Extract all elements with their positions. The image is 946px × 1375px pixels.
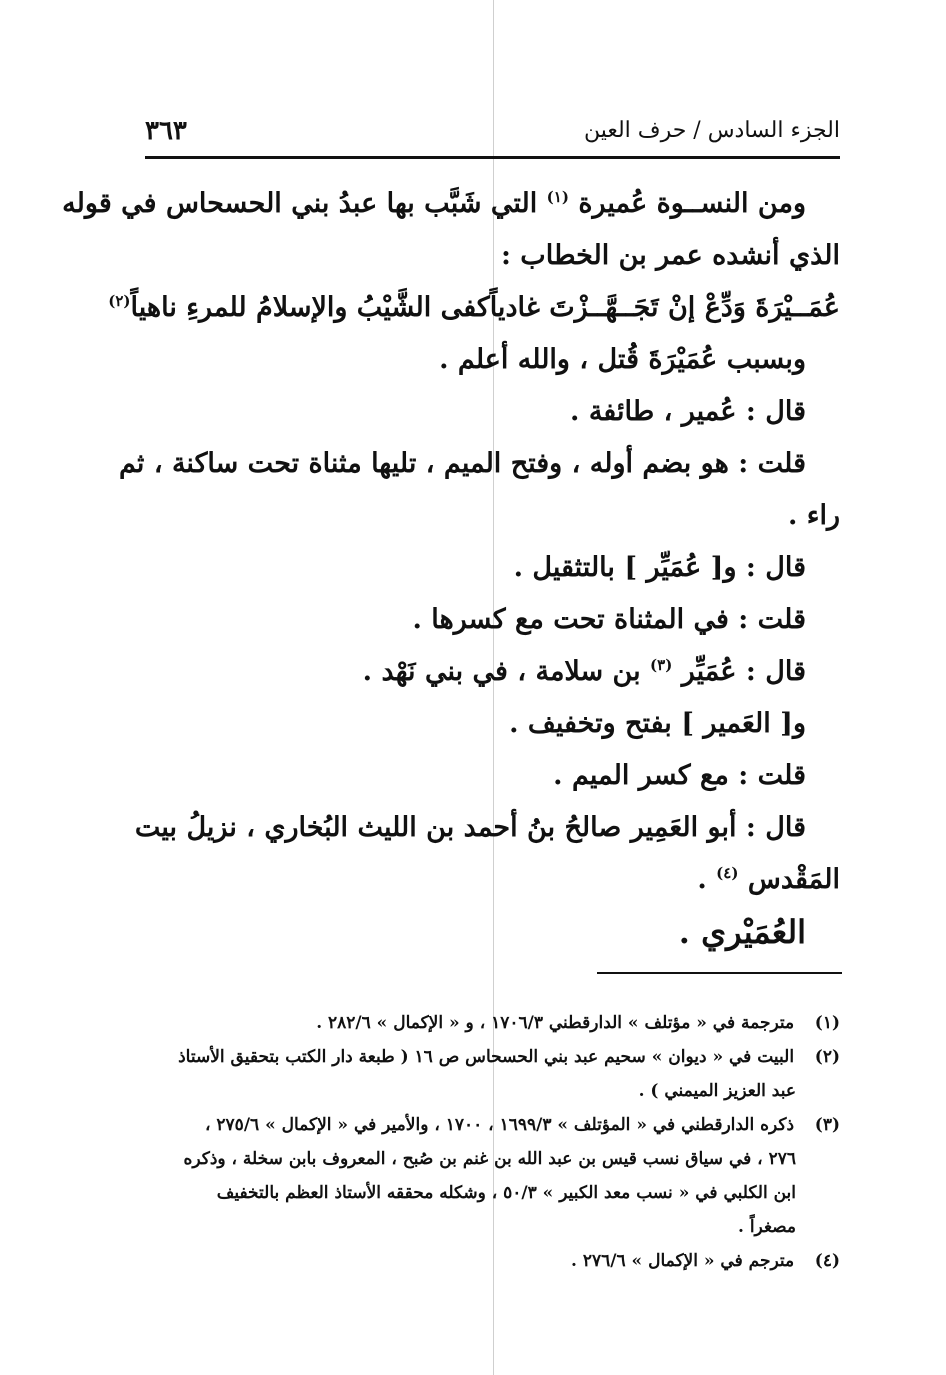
footnote-ref[interactable]: (١)	[546, 188, 569, 206]
text-line: قلت : مع كسر الميم .	[553, 760, 806, 791]
text-line: وبسبب عُمَيْرَةَ قُتل ، والله أعلم .	[439, 344, 806, 375]
text-line: قال : عُمَيِّر $^{(٣)}$ بن سلامة ، في بني نَهْد .	[362, 656, 806, 687]
footnote-3-continuation: ابن الكلبي في « نسب معد الكبير » ٥٠/٣ ، وشكله محققه الأستاذ العظم بالتخفيف	[216, 1183, 796, 1203]
footnote-3-continuation: ٢٧٦ ، في سياق نسب قيس بن عبد الله بن غنم بن صُبح ، المعروف بابن سخلة ، وذكره	[183, 1149, 796, 1169]
footnote-1: (١) مترجمة في « مؤتلف » الدارقطني ١٧٠٦/٣ ، و « الإكمال » ٢٨٢/٦ .	[145, 1006, 840, 1040]
footnote-2-continuation: عبد العزيز الميمني ) .	[638, 1081, 796, 1101]
text-line: و[ العَمير ] بفتح وتخفيف .	[509, 708, 806, 739]
footnote-ref[interactable]: (٤)	[716, 864, 739, 882]
footnote-number: (١)	[814, 1013, 840, 1033]
poetry-verse	[108, 282, 840, 334]
verse-second-hemistich: كفى الشَّيْبُ والإسلامُ للمرءِ ناهياً$^{(٢)}$	[108, 292, 490, 323]
page-header	[145, 112, 840, 152]
footnote-4: (٤) مترجم في « الإكمال » ٢٧٦/٦ .	[145, 1244, 840, 1278]
text-line: المَقْدس $^{(٤)}$ .	[697, 864, 840, 895]
text-line: قال : و[ عُمَيِّر ] بالتثقيل .	[513, 552, 806, 583]
text-line: ومن النســوة عُميرة $^{(١)}$ التي شَبَّب بها عبدُ بني الحسحاس في قوله	[62, 188, 806, 219]
footnote-number: (٤)	[814, 1251, 840, 1271]
footnote-3: (٣) ذكره الدارقطني في « المؤتلف » ١٦٩٩/٣ ، ١٧٠٠ ، والأمير في « الإكمال » ٢٧٥/٦ ،	[145, 1108, 840, 1142]
footnote-rule	[597, 972, 842, 974]
footnote-3-continuation: مصغراً .	[738, 1217, 796, 1237]
text-line: قلت : هو بضم أوله ، وفتح الميم ، تليها مثناة تحت ساكنة ، ثم	[118, 448, 806, 479]
footnote-2: (٢) البيت في « ديوان » سحيم عبد بني الحسحاس ص ١٦ ( طبعة دار الكتب بتحقيق الأستاذ	[145, 1040, 840, 1074]
verse-first-hemistich: عُمَــيْرَةَ وَدِّعْ إنْ تَجَــهَّــزْتَ غادياً	[489, 292, 840, 323]
page-number: ٣٦٣	[145, 116, 187, 146]
text-line: قلت : في المثناة تحت مع كسرها .	[412, 604, 806, 635]
text-line: قال : أبو العَمِير صالحُ بنُ أحمد بن الليث البُخاري ، نزيلُ بيت	[134, 812, 806, 843]
text-line	[145, 906, 840, 958]
text-line: راء .	[787, 500, 840, 531]
text-line: قال : عُمير ، طائفة .	[570, 396, 806, 427]
footnote-ref[interactable]: (٢)	[108, 292, 131, 310]
entry-heading: العُمَيْري .	[678, 913, 806, 951]
footnote-ref[interactable]: (٣)	[650, 656, 673, 674]
footnote-number: (٢)	[814, 1047, 840, 1067]
footnote-number: (٣)	[814, 1115, 840, 1135]
footnotes	[145, 1006, 840, 1278]
main-text	[62, 178, 840, 958]
header-rule	[145, 156, 840, 159]
text-line: الذي أنشده عمر بن الخطاب :	[500, 240, 840, 271]
running-title: الجزء السادس / حرف العين	[583, 118, 840, 143]
